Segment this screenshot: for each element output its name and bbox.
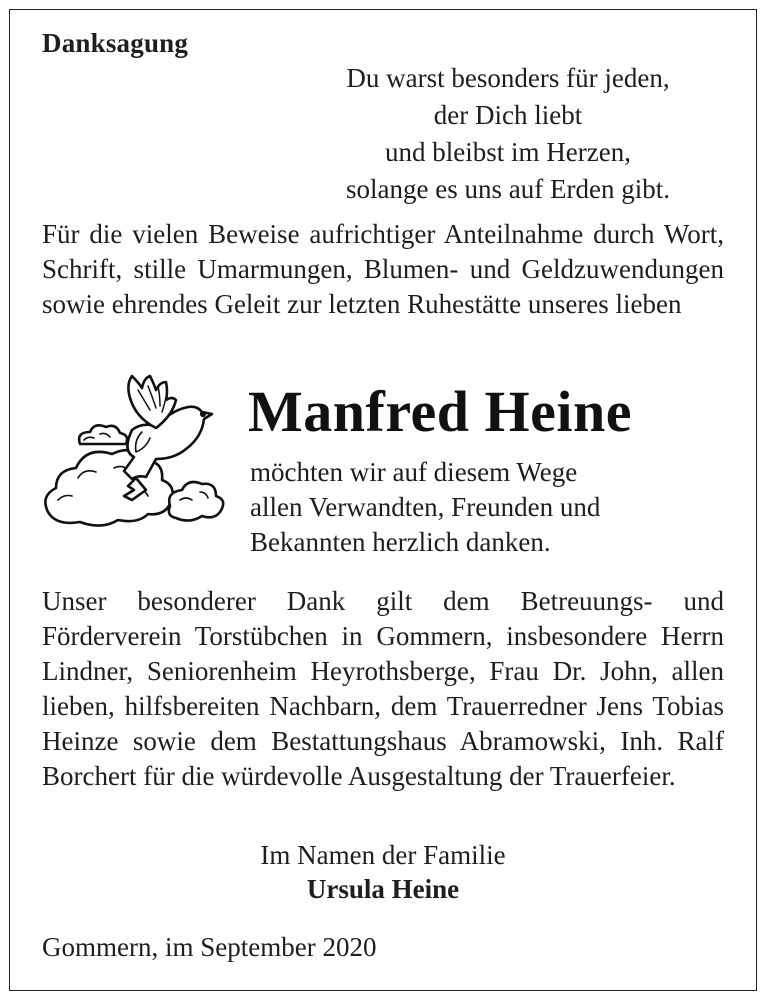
thanks-line: Bekannten herzlich danken. xyxy=(250,527,551,557)
thanks-line: allen Verwandten, Freunden und xyxy=(250,492,601,522)
poem-line: der Dich liebt xyxy=(433,100,583,130)
poem-line: und bleibst im Herzen, xyxy=(385,137,631,167)
thanks-text xyxy=(250,455,600,560)
poem-line: Du warst besonders für jeden, xyxy=(346,63,670,93)
dove-with-clouds-icon xyxy=(40,372,232,540)
special-thanks-text: Unser besonderer Dank gilt dem Betreuungs- und Förderverein Torstübchen in Gommern, insbesondere Herrn Lindner, Seniorenheim Heyrothsberge, Frau Dr. John, allen lieben, hilfsbereiten Nachbarn, dem Trauerredner Jens Tobias Heinze sowie dem Bestattungshaus Abramowski, Inh. Ralf Borchert für die würdevolle Ausgestaltung der Trauerfeier. xyxy=(42,586,724,791)
notice-heading: Danksagung xyxy=(42,28,189,58)
poem-line: solange es uns auf Erden gibt. xyxy=(346,174,670,204)
intro-text: Für die vielen Beweise aufrichtiger Anteilnahme durch Wort, Schrift, stille Umarmungen, Blumen- und Geldzuwendungen sowie ehrendes Geleit zur letzten Ruhestätte unseres lieben xyxy=(42,219,724,319)
dateline: Gommern, im September 2020 xyxy=(42,932,377,962)
signature-line: Im Namen der Familie xyxy=(260,840,506,870)
poem xyxy=(298,60,718,208)
signature-name: Ursula Heine xyxy=(306,874,460,904)
deceased-name: Manfred Heine xyxy=(248,379,632,444)
thanks-line: möchten wir auf diesem Wege xyxy=(250,457,578,487)
